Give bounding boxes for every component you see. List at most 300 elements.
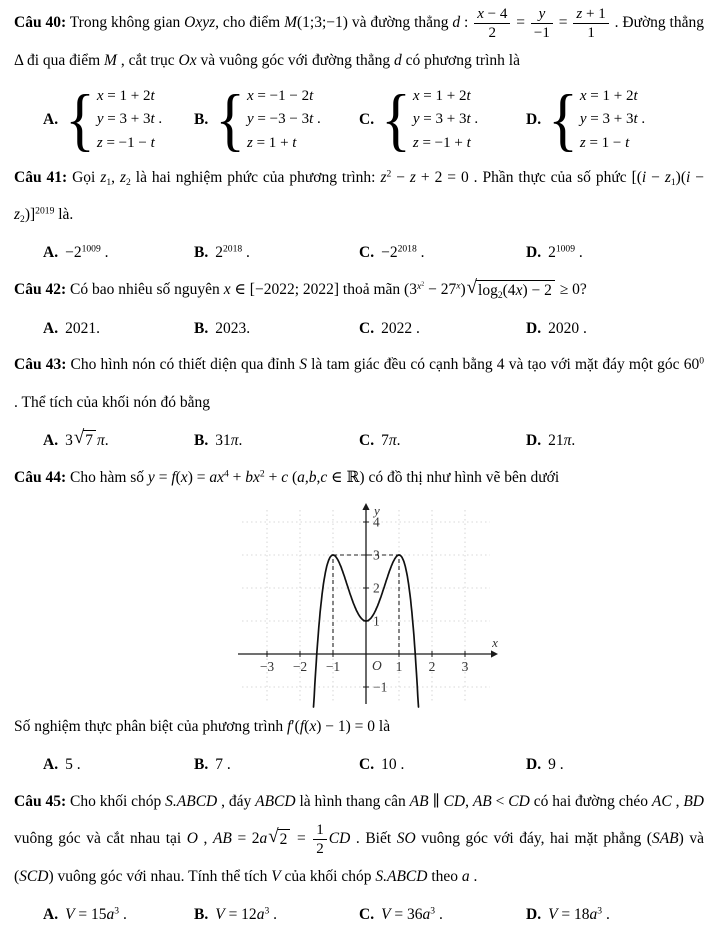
system-row [247, 108, 321, 131]
text-run: −1 [533, 24, 550, 41]
text-run: π [230, 431, 239, 449]
option-content [65, 901, 127, 929]
answer-option-a [43, 82, 194, 159]
text-run: −2 [381, 244, 398, 262]
x-tick-label: −3 [259, 658, 275, 674]
text-run: ) và ( [14, 830, 704, 886]
option-letter: A. [43, 906, 59, 924]
option-content [548, 82, 646, 159]
text-run: x [456, 281, 461, 293]
question-number-label: Câu 44: [14, 468, 67, 486]
answer-option-c [359, 239, 526, 267]
text-run: . Thể tích của khối nón đó bằng [14, 393, 211, 411]
text-run: x [246, 88, 254, 105]
text-run: 3 [65, 431, 73, 449]
option-letter: C. [359, 756, 375, 774]
text-run: (1;3;−1) và đường thẳng [297, 14, 453, 31]
system-rows [580, 85, 645, 155]
text-run: 2023. [215, 319, 251, 337]
text-run: SCD [19, 868, 49, 886]
text-run: )( [675, 169, 686, 187]
text-run: , [671, 792, 684, 810]
text-run: z [576, 5, 583, 22]
answer-option-c [359, 427, 526, 455]
text-run: + [228, 468, 246, 486]
radical-sign: √ [73, 427, 85, 449]
text-run: ≥ 0? [555, 281, 587, 299]
option-letter: A. [43, 319, 59, 337]
answer-option-a [43, 239, 194, 267]
text-run: , cho điểm [215, 14, 285, 31]
question-number-label: Câu 45: [14, 792, 67, 810]
fraction [313, 821, 327, 858]
text-run: f [171, 468, 176, 486]
text-run: 21 [548, 431, 564, 449]
fraction [573, 5, 608, 42]
option-letter: C. [359, 906, 375, 924]
sup-script: 1009 [555, 244, 576, 256]
text-run: x [412, 88, 420, 105]
text-run: − [391, 169, 410, 187]
sup-script: 2018 [397, 244, 417, 256]
text-run: 2 [488, 24, 497, 41]
answer-option-c [359, 901, 526, 929]
text-run: 2 [316, 841, 324, 858]
text-run: z [579, 134, 586, 151]
sup-script: 2 [386, 168, 392, 180]
system-row [247, 132, 321, 155]
x-tick-label: −2 [292, 658, 308, 674]
text-run: V [271, 868, 281, 886]
question-block-cau-44 [14, 459, 704, 779]
system-row [97, 85, 162, 108]
text-run: c [320, 468, 328, 486]
text-run: theo [427, 868, 462, 886]
text-run: d [452, 14, 461, 31]
option-content [65, 751, 81, 779]
text-run: π [563, 431, 572, 449]
option-content [381, 751, 404, 779]
text-run: , [197, 830, 213, 848]
answer-option-b [194, 751, 359, 779]
text-run: , [316, 468, 321, 486]
option-content [215, 901, 277, 929]
text-run: 31 [215, 431, 231, 449]
option-letter: C. [359, 319, 375, 337]
answer-options-row [14, 427, 704, 455]
question-statement [14, 783, 704, 895]
answer-options-row [14, 751, 704, 779]
question-number-label: Câu 41: [14, 169, 68, 187]
fraction [531, 5, 553, 42]
text-run: = 12 [224, 906, 257, 924]
fraction-denominator [531, 24, 553, 42]
axis-arrowhead [362, 503, 369, 510]
option-content [65, 239, 108, 267]
system-row [413, 85, 478, 108]
text-run: CD [328, 830, 351, 848]
answer-options-row [14, 82, 704, 159]
text-run: 2 [215, 244, 223, 262]
question-block-cau-41 [14, 159, 704, 267]
answer-option-c [359, 751, 526, 779]
text-run: d [394, 51, 402, 69]
text-run: Ox [178, 51, 197, 69]
answer-option-a [43, 901, 194, 929]
fraction-denominator [313, 840, 327, 858]
option-content [215, 427, 242, 455]
option-content [381, 239, 424, 267]
answer-option-b [194, 901, 359, 929]
radicand [83, 430, 96, 452]
text-run: 1 [587, 24, 595, 41]
option-letter: B. [194, 244, 209, 262]
text-run: V [381, 906, 391, 924]
question-statement [14, 271, 704, 308]
question-statement [14, 4, 704, 79]
text-run: y [246, 111, 254, 128]
text-run: x [96, 88, 104, 105]
text-run: 7 [381, 431, 389, 449]
text-run: z [14, 206, 21, 224]
graph-container [28, 498, 704, 708]
text-run: a [297, 468, 305, 486]
option-letter: D. [526, 319, 542, 337]
question-statement [14, 159, 704, 233]
question-follow-up [14, 708, 704, 745]
text-run: x [416, 281, 422, 293]
option-letter: D. [526, 111, 542, 129]
square-root [466, 276, 555, 302]
text-run: z [96, 134, 103, 151]
text-run: + 1 [582, 5, 606, 22]
question-block-cau-43 [14, 346, 704, 454]
y-tick-label: 3 [373, 547, 380, 563]
text-run: y [538, 5, 546, 22]
sup-script: 3 [597, 905, 603, 917]
text-run: t [150, 134, 155, 151]
text-run: . [100, 244, 109, 262]
text-run: − 27 [424, 281, 457, 299]
text-run: Cho khối chóp [66, 792, 166, 810]
text-run: = 3 + 3 [103, 111, 151, 128]
text-run: M [104, 51, 117, 69]
text-run: . [470, 111, 479, 128]
radical-sign: √ [466, 276, 478, 298]
text-run: (4 [502, 281, 516, 299]
text-run: : [460, 14, 473, 31]
fraction-denominator [573, 24, 608, 42]
answer-option-b [194, 239, 359, 267]
option-content [381, 427, 400, 455]
answer-options-row [14, 315, 704, 343]
option-content [215, 315, 250, 343]
text-run: vuông góc và cắt nhau tại [14, 830, 187, 848]
option-content [65, 315, 100, 343]
text-run: 5 . [65, 756, 81, 774]
text-run: . [119, 906, 127, 924]
text-run: x [515, 281, 523, 299]
text-run: = 3 + 3 [419, 111, 467, 128]
sup-script: 3 [114, 905, 120, 917]
text-run: là hình thang cân [295, 792, 410, 810]
answer-options-row [14, 901, 704, 929]
text-run: là tam giác đều có cạnh bằng 4 và tạo với mặt đáy một góc 60 [306, 356, 700, 374]
text-run: π [96, 431, 105, 449]
text-run: bx [245, 468, 260, 486]
option-letter: A. [43, 244, 59, 262]
system-row [247, 85, 321, 108]
option-letter: D. [526, 431, 542, 449]
text-run: t [292, 134, 297, 151]
text-run: Trong không gian [66, 14, 185, 31]
text-run: 2 [548, 244, 556, 262]
text-run: ∈ ℝ) có đồ thị như hình vẽ bên dưới [327, 468, 560, 486]
sup-script: 2 [259, 468, 265, 480]
text-run: Cho hàm số [66, 468, 148, 486]
text-run: . [313, 111, 321, 128]
y-tick-label: 2 [373, 580, 380, 596]
axis-arrowhead [491, 650, 498, 657]
text-run: AB [212, 830, 232, 848]
text-run: AC [651, 792, 672, 810]
x-tick-label: −1 [325, 658, 341, 674]
question-statement [14, 346, 704, 420]
answer-option-a [43, 315, 194, 343]
system-row [580, 132, 645, 155]
answer-option-d [526, 427, 704, 455]
text-run: V [215, 906, 225, 924]
text-run: , [111, 169, 120, 187]
text-run: V [548, 906, 558, 924]
text-run: . [435, 906, 443, 924]
text-run: S [299, 356, 307, 374]
text-run: t [150, 111, 155, 128]
option-content [65, 82, 163, 159]
sup-script: 2 [421, 281, 425, 288]
equation-system: { x = 1 + 2t y = 3 + 3t . z = 1 − t [548, 82, 646, 159]
text-run: . [396, 431, 401, 449]
text-run: z [664, 169, 671, 187]
text-run: = 18 [557, 906, 590, 924]
system-rows [413, 85, 478, 155]
x-tick-label: 2 [428, 658, 436, 674]
option-content [381, 901, 443, 929]
text-run: + [264, 468, 282, 486]
answer-option-a [43, 427, 194, 455]
option-letter: B. [194, 906, 209, 924]
text-run: . [575, 244, 583, 262]
text-run: CD [508, 792, 530, 810]
text-run: z [100, 169, 107, 187]
text-run: là hai nghiệm phức của phương trình: [130, 169, 381, 187]
text-run: x [477, 5, 484, 22]
text-run: t [466, 88, 471, 105]
text-run: . Đường thẳng Δ đi qua điểm [14, 14, 704, 69]
text-run: vuông góc với đáy, hai mặt phẳng ( [415, 830, 652, 848]
text-run: t [150, 88, 155, 105]
text-run: t [309, 111, 314, 128]
sub-script: 1 [106, 176, 112, 188]
text-run: − [646, 169, 665, 187]
text-run: a [461, 868, 470, 886]
sup-script: 2018 [222, 244, 243, 256]
origin-label: O [372, 657, 382, 673]
text-run: a [106, 906, 115, 924]
radicand [278, 829, 291, 851]
text-run: . [602, 906, 610, 924]
answer-option-d [526, 239, 704, 267]
text-run: Oxyz [184, 14, 216, 31]
text-run: = −1 − [102, 134, 151, 151]
question-statement [14, 459, 704, 496]
fraction-numerator [313, 821, 327, 840]
option-letter: D. [526, 244, 542, 262]
text-run: ABCD [255, 792, 296, 810]
text-run: M [284, 14, 297, 31]
equation-system: { x = 1 + 2t y = 3 + 3t . z = −1 − t [65, 82, 163, 159]
text-run: = 1 − [585, 134, 626, 151]
text-run: ) = [187, 468, 210, 486]
question-number-label: Câu 40: [14, 14, 67, 31]
radical-sign: √ [268, 825, 279, 847]
text-run: AB [472, 792, 492, 810]
text-run: ) [460, 281, 466, 299]
text-run: π [388, 431, 397, 449]
text-run: , [465, 792, 473, 810]
text-run: 2021. [65, 319, 100, 337]
text-run: = 36 [390, 906, 423, 924]
text-run: = 3 + 3 [586, 111, 634, 128]
text-run: y [147, 468, 155, 486]
sup-script: 4 [223, 468, 229, 480]
text-run: S.ABCD [165, 792, 218, 810]
x-tick-label: 3 [461, 658, 469, 674]
square-root [268, 825, 290, 851]
option-letter: B. [194, 756, 209, 774]
option-content [381, 82, 479, 159]
sub-script: 2 [20, 214, 25, 226]
text-run: −2 [65, 244, 82, 262]
text-run: và vuông góc với đường thẳng [196, 51, 395, 69]
text-run: x [309, 717, 317, 735]
text-run: = [554, 14, 572, 31]
option-content [548, 751, 564, 779]
text-run: 10 . [381, 756, 405, 774]
x-axis-label: x [492, 634, 498, 650]
text-run: có hai đường chéo [529, 792, 652, 810]
text-run: a [259, 830, 268, 848]
text-run: ) − 1) = 0 là [316, 717, 391, 735]
text-run: − 4 [483, 5, 508, 22]
text-run: 2 [279, 830, 288, 848]
text-run: 2022 . [381, 319, 420, 337]
text-run: ( [288, 468, 298, 486]
system-row [413, 108, 478, 131]
text-run: y [579, 111, 587, 128]
text-run: , đáy [217, 792, 256, 810]
text-run: t [625, 134, 630, 151]
text-run: . [242, 244, 250, 262]
text-run: b [308, 468, 317, 486]
option-content [65, 427, 109, 455]
text-run: f [299, 717, 305, 735]
sup-script: 0 [699, 356, 704, 368]
system-row [97, 132, 162, 155]
answer-option-b [194, 315, 359, 343]
text-run: 2020 . [548, 319, 587, 337]
fraction-numerator [573, 5, 608, 24]
text-run: < [491, 792, 509, 810]
text-run: . [269, 906, 277, 924]
sup-script: 2019 [35, 205, 55, 217]
answer-option-c [359, 315, 526, 343]
equation-system: { x = −1 − 2t y = −3 − 3t . z = 1 + t [215, 82, 321, 159]
text-run: ( [175, 468, 181, 486]
text-run: = −1 − 2 [253, 88, 310, 105]
text-run: t [633, 111, 638, 128]
option-content [548, 315, 587, 343]
fraction-numerator [474, 5, 510, 24]
text-run: a [589, 906, 598, 924]
text-run: . [469, 868, 478, 886]
text-run: z [246, 134, 253, 151]
text-run: z [119, 169, 127, 187]
text-run: 7 . [215, 756, 231, 774]
option-letter: B. [194, 319, 209, 337]
text-run: ′( [291, 717, 300, 735]
text-run: , [304, 468, 309, 486]
text-run: = [512, 14, 529, 31]
answer-option-d [526, 901, 704, 929]
text-run: S.ABCD [375, 868, 428, 886]
text-run: − [690, 169, 704, 187]
option-content [548, 901, 610, 929]
question-block-cau-42 [14, 271, 704, 342]
radicand [476, 280, 555, 302]
text-run: a [256, 906, 265, 924]
text-run: 1 [316, 822, 324, 839]
text-run: AB [409, 792, 429, 810]
option-letter: C. [359, 244, 375, 262]
answer-option-a [43, 751, 194, 779]
text-run: log [478, 281, 498, 299]
text-run: . Biết [350, 830, 397, 848]
text-run: ax [209, 468, 224, 486]
text-run: t [466, 134, 471, 151]
text-run: x [579, 88, 587, 105]
text-run: = 1 + [252, 134, 293, 151]
text-run: . [238, 431, 243, 449]
text-run: Có bao nhiêu số nguyên [66, 281, 224, 299]
text-run: t [309, 88, 314, 105]
text-run: BD [683, 792, 705, 810]
answer-options-row [14, 239, 704, 267]
fraction [474, 5, 510, 42]
text-run: i [686, 169, 691, 187]
text-run: ∈ [−2022; 2022] thoả mãn (3 [230, 281, 417, 299]
text-run: 7 [85, 432, 93, 450]
text-run: y [96, 111, 104, 128]
question-block-cau-45 [14, 783, 704, 929]
text-run: t [633, 88, 638, 105]
option-letter: A. [43, 431, 59, 449]
option-letter: C. [359, 431, 375, 449]
sup-script: 1009 [81, 244, 101, 256]
text-run: = [154, 468, 172, 486]
answer-option-b [194, 82, 359, 159]
text-run: Cho hình nón có thiết diện qua đỉnh [66, 356, 300, 374]
